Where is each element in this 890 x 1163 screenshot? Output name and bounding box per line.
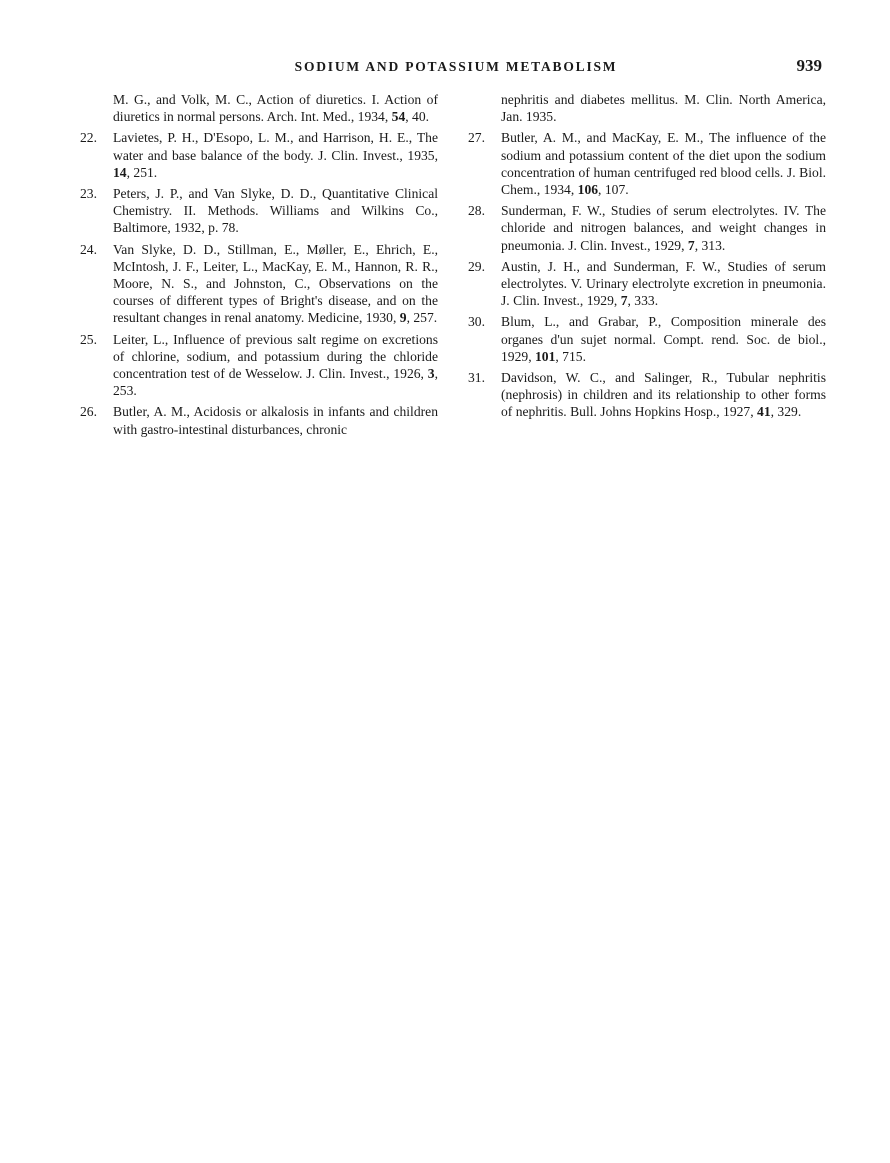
reference-text: Leiter, L., Influence of previous salt regime on excretions of chlorine, sodium, and potassium during the chloride concentration test of de Wesselow. J. Clin. Invest., 1926, xyxy=(113,331,438,382)
reference-number: 28. xyxy=(468,203,485,219)
reference-volume: 101 xyxy=(534,348,556,364)
reference-volume: 41 xyxy=(757,404,771,420)
reference-volume: 3 xyxy=(427,366,435,382)
reference-volume: 7 xyxy=(620,293,628,309)
reference-item xyxy=(468,258,826,310)
reference-text: Peters, J. P., and Van Slyke, D. D., Quantitative Clinical Chemistry. II. Methods. Williams and Wilkins Co., Baltimore, 1932, p. 78. xyxy=(113,186,438,236)
reference-item xyxy=(468,369,826,421)
running-title: SODIUM AND POTASSIUM METABOLISM xyxy=(294,59,618,74)
reference-page: , 107. xyxy=(598,182,629,198)
references-right-column xyxy=(468,91,826,425)
reference-volume: 7 xyxy=(687,237,695,253)
reference-item xyxy=(468,91,826,125)
reference-text: Davidson, W. C., and Salinger, R., Tubular nephritis (nephrosis) in children and its relationship to other forms of nephritis. Bull. Johns Hopkins Hosp., 1927, xyxy=(501,370,826,420)
reference-number: 23. xyxy=(80,186,97,202)
reference-item xyxy=(80,241,438,327)
reference-page: , 313. xyxy=(694,237,726,253)
reference-item xyxy=(80,91,438,125)
page-number: 939 xyxy=(796,56,822,75)
reference-item xyxy=(80,185,438,237)
reference-text: Sunderman, F. W., Studies of serum electrolytes. IV. The chloride and nitrogen balances, and weight changes in pneumonia. J. Clin. Invest., 1929, xyxy=(501,203,826,253)
reference-item xyxy=(80,331,438,400)
reference-volume: 14 xyxy=(113,164,127,180)
reference-item xyxy=(468,313,826,365)
reference-text: Butler, A. M., and MacKay, E. M., The influence of the sodium and potassium content of the diet upon the sodium concentration of human centrifuged red blood cells. J. Biol. Chem., 1934, xyxy=(501,130,826,198)
reference-volume: 54 xyxy=(391,109,406,125)
reference-text: Butler, A. M., Acidosis or alkalosis in infants and children with gastro-intestinal disturbances, chronic xyxy=(113,404,438,437)
reference-number: 30. xyxy=(468,314,485,330)
reference-text: Austin, J. H., and Sunderman, F. W., Studies of serum electrolytes. V. Urinary electrolyte excretion in pneumonia. J. Clin. Invest., 1929, xyxy=(501,258,826,309)
reference-item xyxy=(468,129,826,198)
reference-page: , 329. xyxy=(770,404,802,420)
reference-number: 24. xyxy=(80,241,97,257)
reference-volume: 9 xyxy=(399,310,407,326)
reference-text: Blum, L., and Grabar, P., Composition minerale des organes d'un sujet normal. Compt. rend. Soc. de biol., 1929, xyxy=(501,314,826,364)
reference-page: , 257. xyxy=(406,310,438,326)
reference-number: 25. xyxy=(80,331,97,347)
reference-text: Van Slyke, D. D., Stillman, E., Møller, E., Ehrich, E., McIntosh, J. F., Leiter, L., MacKay, E. M., Hannon, R. R., Moore, N. S., and Johnston, C., Observations on the courses of different types of Bright's disease, and on the resultant changes in renal anatomy. Medicine, 1930, xyxy=(113,241,438,326)
reference-item xyxy=(80,129,438,181)
reference-page: , 333. xyxy=(627,293,659,309)
reference-number: 31. xyxy=(468,370,485,386)
reference-number: 26. xyxy=(80,404,97,420)
reference-page: , 253. xyxy=(113,366,438,399)
reference-text: M. G., and Volk, M. C., Action of diuretics. I. Action of diuretics in normal persons. Arch. Int. Med., 1934, xyxy=(113,92,438,125)
reference-item xyxy=(468,202,826,254)
reference-number: 29. xyxy=(468,258,485,274)
reference-page: , 40. xyxy=(405,109,430,125)
reference-page: , 251. xyxy=(126,164,158,180)
reference-text: Lavietes, P. H., D'Esopo, L. M., and Harrison, H. E., The water and base balance of the body. J. Clin. Invest., 1935, xyxy=(113,130,438,163)
reference-number: 27. xyxy=(468,130,485,146)
reference-text: nephritis and diabetes mellitus. M. Clin. North America, Jan. 1935. xyxy=(501,92,826,125)
page-header xyxy=(90,56,822,80)
references-left-column xyxy=(80,91,438,442)
reference-item xyxy=(80,403,438,437)
reference-volume: 106 xyxy=(577,182,599,198)
reference-number: 22. xyxy=(80,130,97,146)
reference-page: , 715. xyxy=(555,348,586,364)
